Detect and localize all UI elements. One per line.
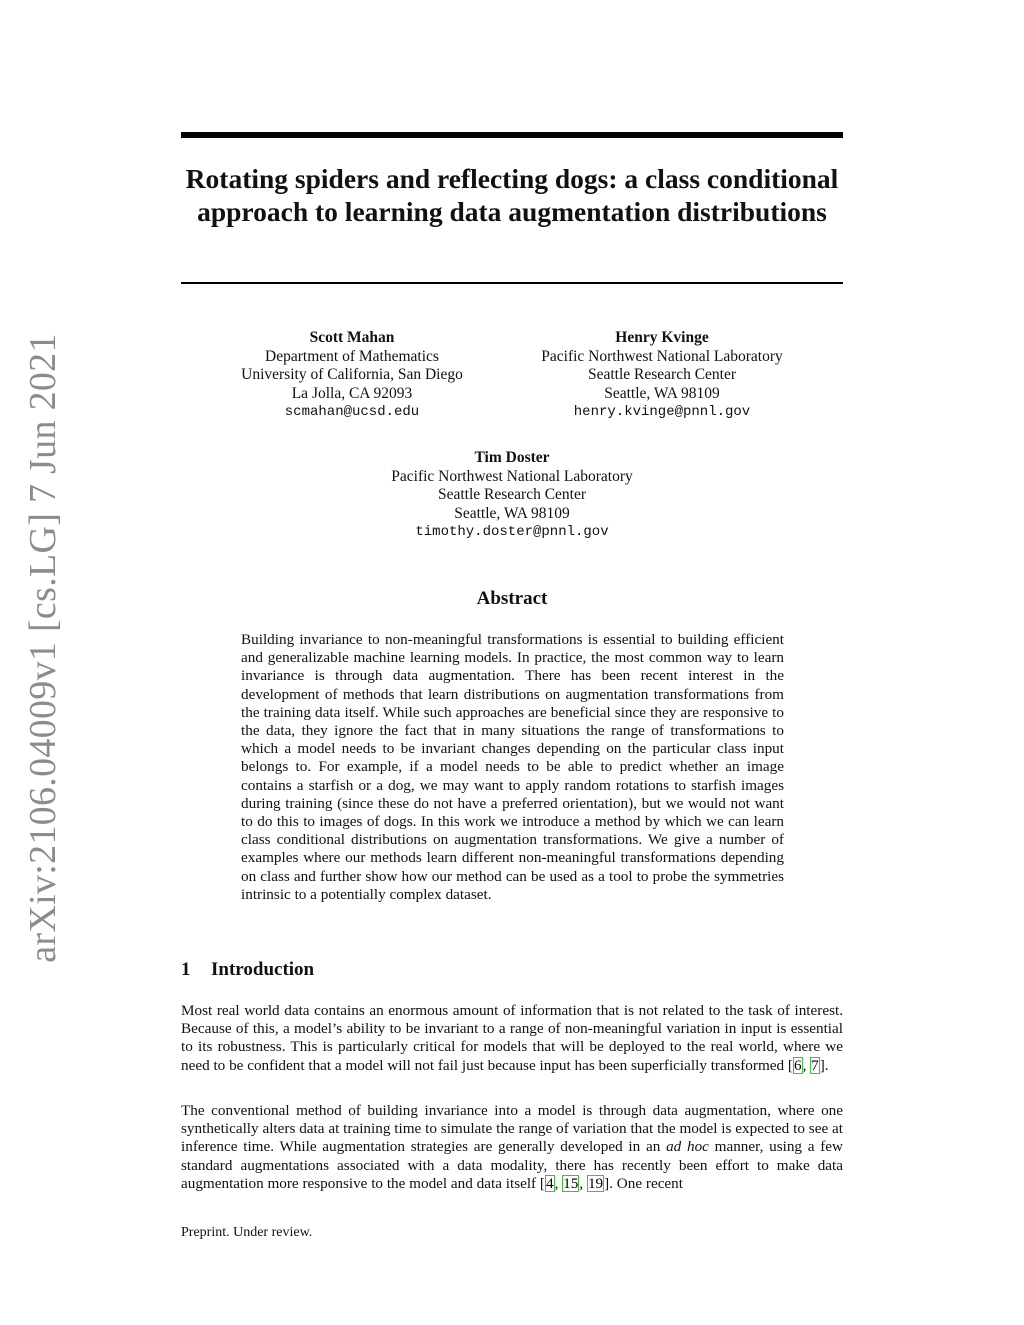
citation-bracket: ]. One recent	[604, 1174, 683, 1192]
author-affiliation-line: Seattle Research Center	[437, 486, 587, 503]
citation-bracket: [	[787, 1056, 793, 1074]
author-name: Scott Mahan	[309, 329, 395, 346]
author-affiliation-line: Seattle Research Center	[587, 366, 737, 383]
citation-separator: ,	[802, 1056, 811, 1074]
citation-link[interactable]: 4	[545, 1174, 554, 1192]
intro-paragraph-2	[181, 1102, 843, 1193]
author-block-2	[512, 329, 812, 422]
arxiv-identifier-stamp: arXiv:2106.04009v1 [cs.LG] 7 Jun 2021	[22, 333, 64, 963]
abstract-body: Building invariance to non-meaningful transformations is essential to building efficient and generalizable machine learning models. In practice, the most common way to learn invariance is through data augmentation. There has been recent interest in the development of methods that learn distributions on augmentation transformations from the training data itself. While such approaches are beneficial since they are responsive to the data, they ignore the fact that in many situations the range of transformations to which a model needs to be invariant changes depending on the particular class input belongs to. For example, if a model needs to be able to predict whether an image contains a starfish or a dog, we may want to apply random rotations to starfish images during training (since these do not have a preferred orientation), but we would not want to do this to images of dogs. In this work we introduce a method by which we can learn class conditional distributions on augmentation transformations. We give a number of examples where our methods learn different non-meaningful transformations depending on class and further show how our method can be used as a tool to probe the symmetries intrinsic to a potentially complex dataset.	[241, 631, 784, 903]
citation-link[interactable]: 7	[811, 1056, 819, 1074]
preprint-footer: Preprint. Under review.	[181, 1225, 313, 1240]
paper-title: Rotating spiders and reflecting dogs: a class conditional approach to learning data augmentation distributions	[185, 163, 839, 227]
emphasis-text: ad hoc	[666, 1138, 709, 1156]
author-affiliation-line: Pacific Northwest National Laboratory	[541, 347, 783, 365]
intro-paragraph-1	[181, 1002, 843, 1075]
author-email: scmahan@ucsd.edu	[284, 404, 420, 420]
author-affiliation-line: Department of Mathematics	[265, 347, 439, 365]
citation-separator: ,	[579, 1174, 587, 1192]
author-affiliation-line: University of California, San Diego	[241, 366, 463, 383]
author-block-3	[362, 449, 662, 542]
author-name: Tim Doster	[474, 449, 550, 466]
citation-link[interactable]: 19	[587, 1174, 604, 1192]
author-address-line: Seattle, WA 98109	[454, 504, 570, 522]
author-email: henry.kvinge@pnnl.gov	[573, 404, 751, 420]
abstract-heading: Abstract	[476, 588, 548, 609]
citation-link[interactable]: 15	[563, 1174, 579, 1192]
section-heading-introduction	[181, 959, 843, 981]
author-email: timothy.doster@pnnl.gov	[415, 524, 609, 540]
title-top-rule	[181, 132, 843, 138]
citation-bracket: ].	[819, 1056, 829, 1074]
author-name: Henry Kvinge	[615, 329, 709, 346]
citation-separator: ,	[554, 1174, 563, 1192]
author-address-line: Seattle, WA 98109	[604, 384, 720, 402]
citation-bracket: [	[539, 1174, 545, 1192]
section-title: Introduction	[211, 959, 315, 980]
author-block-1	[202, 329, 502, 422]
section-number: 1	[181, 959, 191, 980]
citation-link[interactable]: 6	[793, 1056, 802, 1074]
paragraph-text: Most real world data contains an enormous amount of information that is not related to the task of interest. Because of this, a model’s ability to be invariant to a range of non-meaningful variation in input is essential to its robustness. This is particularly critical for models that will be deployed to the real world, where we need to be confident that a model will not fail just because input has been superficially transformed	[181, 1002, 843, 1074]
author-affiliation-line: Pacific Northwest National Laboratory	[391, 467, 633, 485]
author-address-line: La Jolla, CA 92093	[291, 384, 413, 402]
paragraph-text: The conventional method of building invariance into a model is through data augmentation, where one synthetically alters data at training time to simulate the range of variation that the model is expected to see at inference time. While augmentation strategies are generally developed in an	[181, 1102, 843, 1156]
paragraph-text: manner, using a few standard augmentations associated with a data modality, there has recently been effort to make data augmentation more responsive to the model and data itself	[181, 1138, 843, 1192]
title-bottom-rule	[181, 282, 843, 284]
